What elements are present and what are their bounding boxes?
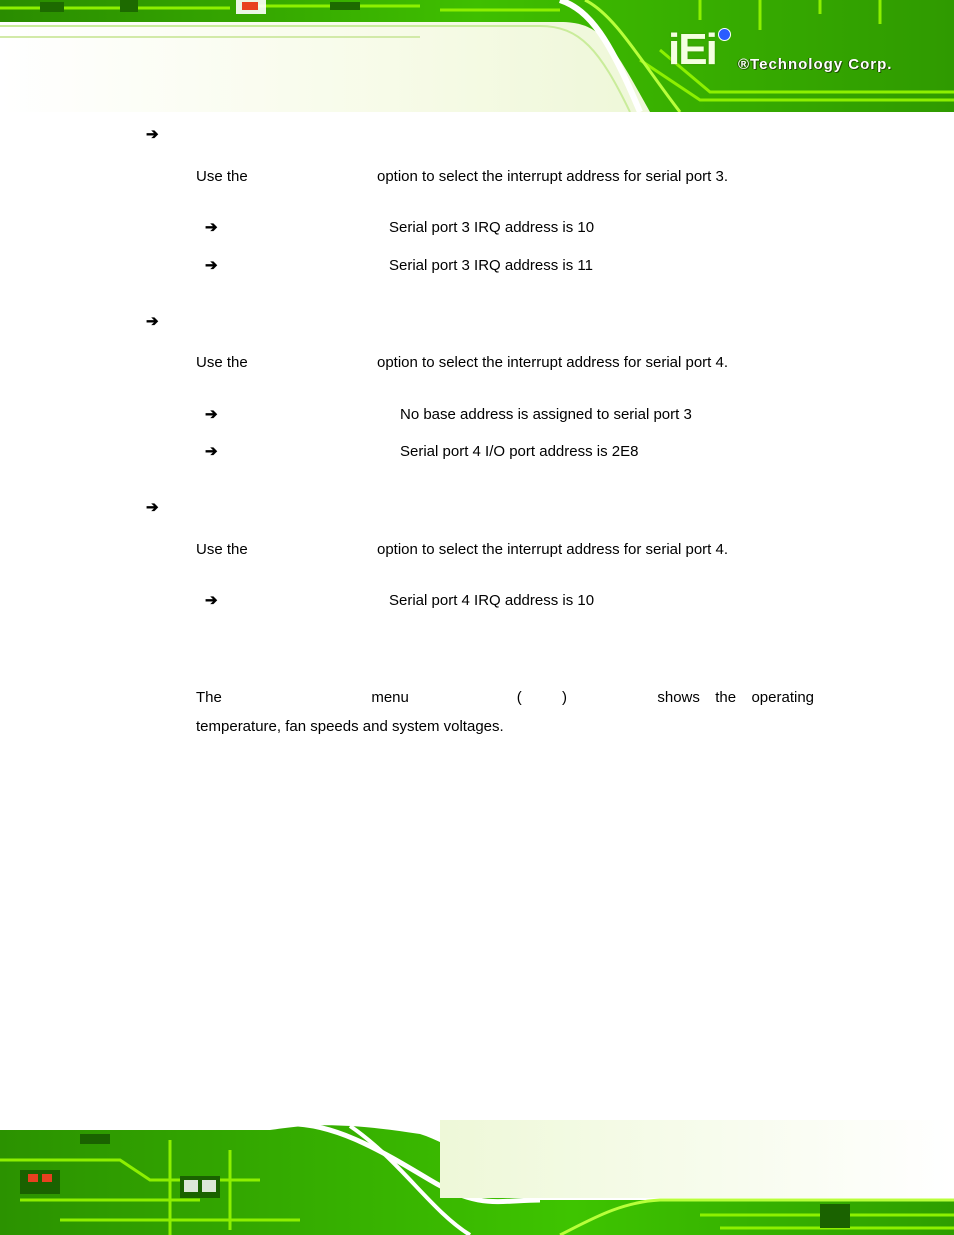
paragraph-word: The xyxy=(196,689,222,706)
logo-text: ®Technology Corp. xyxy=(738,56,893,73)
company-logo xyxy=(664,26,924,86)
logo-mark: iEi xyxy=(668,25,716,74)
paragraph-word: ( xyxy=(516,689,522,706)
option-arrow-icon: ➔ xyxy=(205,443,218,460)
paragraph-word: the xyxy=(715,689,737,706)
section-arrow-icon: ➔ xyxy=(146,499,159,516)
paragraph-word: ) xyxy=(562,689,568,706)
paragraph-word: shows xyxy=(657,689,700,706)
intro-text: option to select the interrupt address for serial port 4. xyxy=(377,354,729,371)
option-arrow-icon: ➔ xyxy=(205,592,218,609)
intro-prefix: Use the xyxy=(196,541,248,558)
paragraph-line-2: temperature, fan speeds and system voltages. xyxy=(196,718,504,735)
option-description: Serial port 4 I/O port address is 2E8 xyxy=(400,443,639,460)
paragraph-word: operating xyxy=(751,689,815,706)
intro-prefix: Use the xyxy=(196,168,248,185)
option-description: Serial port 3 IRQ address is 10 xyxy=(389,219,595,236)
paragraph-word: menu xyxy=(371,689,409,706)
intro-text: option to select the interrupt address for serial port 4. xyxy=(377,541,729,558)
intro-prefix: Use the xyxy=(196,354,248,371)
option-arrow-icon: ➔ xyxy=(205,406,218,423)
option-arrow-icon: ➔ xyxy=(205,257,218,274)
section-arrow-icon: ➔ xyxy=(146,126,159,143)
logo-dot-icon xyxy=(718,28,731,41)
hardware-health-paragraph xyxy=(196,689,814,707)
footer-banner xyxy=(0,1120,954,1235)
intro-text: option to select the interrupt address for serial port 3. xyxy=(377,168,729,185)
section-arrow-icon: ➔ xyxy=(146,313,159,330)
option-arrow-icon: ➔ xyxy=(205,219,218,236)
option-description: Serial port 3 IRQ address is 11 xyxy=(389,257,593,274)
option-description: Serial port 4 IRQ address is 10 xyxy=(389,592,595,609)
option-description: No base address is assigned to serial port 3 xyxy=(400,406,692,423)
